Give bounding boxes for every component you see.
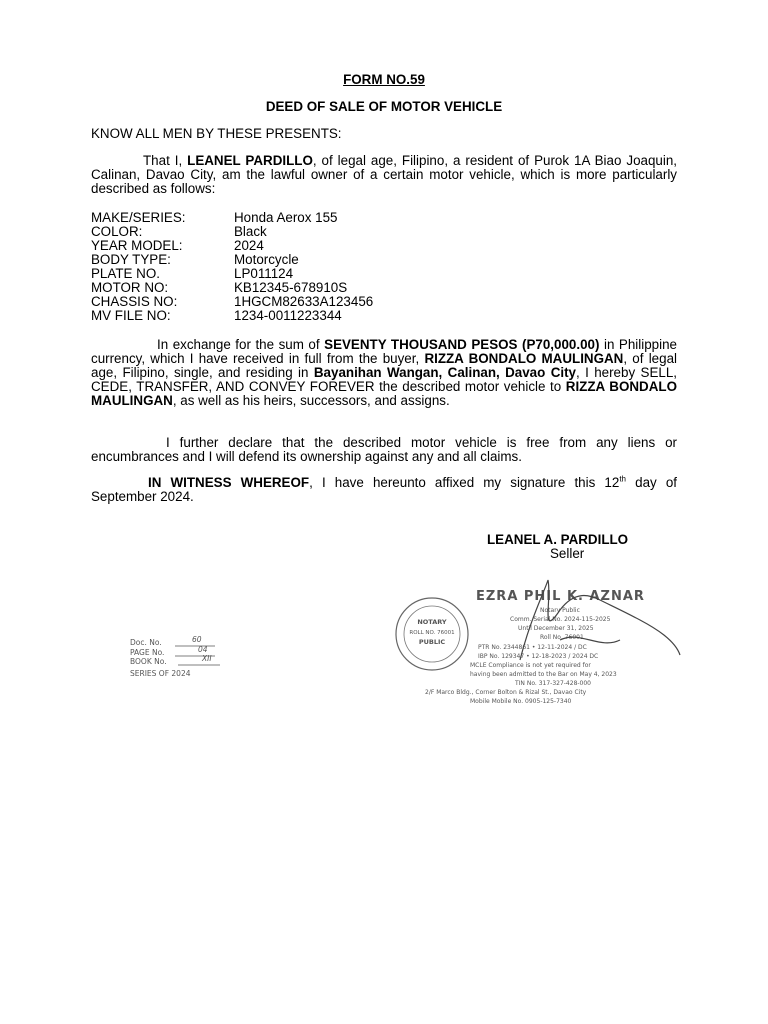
- svg-text:PTR No. 2344861 • 12-11-2024 /: PTR No. 2344861 • 12-11-2024 / DC: [478, 644, 587, 651]
- svg-text:SERIES OF 2024: SERIES OF 2024: [130, 669, 191, 678]
- svg-text:XII: XII: [202, 654, 212, 663]
- svg-text:having been admitted to the Ba: having been admitted to the Bar on May 4, 2023: [470, 671, 617, 678]
- spec-label: CHASSIS NO:: [91, 294, 178, 309]
- spec-value: Motorcycle: [234, 252, 299, 267]
- spec-row: [91, 267, 373, 281]
- svg-text:04: 04: [198, 645, 208, 654]
- witness-lead: IN WITNESS WHEREOF: [148, 475, 310, 490]
- opening-clause: KNOW ALL MEN BY THESE PRESENTS:: [91, 126, 342, 141]
- svg-text:ROLL NO. 76001: ROLL NO. 76001: [409, 630, 455, 636]
- sale-amount: SEVENTY THOUSAND PESOS (P70,000.00): [324, 337, 600, 352]
- svg-text:Roll No. 76001: Roll No. 76001: [540, 634, 584, 641]
- svg-text:IBP No. 129347 • 12-18-2023 /: IBP No. 129347 • 12-18-2023 / 2024 DC: [478, 653, 599, 660]
- form-number: FORM NO.59: [343, 72, 425, 87]
- signatory-name: LEANEL A. PARDILLO: [487, 532, 629, 547]
- document-title: DEED OF SALE OF MOTOR VEHICLE: [265, 99, 503, 114]
- seller-name: LEANEL PARDILLO: [187, 153, 313, 168]
- notarial-register: [130, 635, 220, 678]
- spec-value: Black: [234, 224, 267, 239]
- svg-text:2/F Marco Bldg., Corner Bolton: 2/F Marco Bldg., Corner Bolton & Rizal St., Davao City: [425, 689, 587, 696]
- svg-text:MCLE Compliance is not yet req: MCLE Compliance is not yet required for: [470, 662, 591, 669]
- spec-value: Honda Aerox 155: [234, 210, 338, 225]
- buyer-address: Bayanihan Wangan, Calinan, Davao City: [313, 365, 576, 380]
- spec-value: KB12345-678910S: [234, 280, 348, 295]
- svg-text:PAGE No.: PAGE No.: [130, 648, 165, 657]
- ownership-paragraph: That I, LEANEL PARDILLO, of legal age, Filipino, a resident of Purok 1A Biao Joaquin, Calinan, Davao City, am the lawful owner of a certain motor vehicle, which is more particularly described as follows:: [91, 153, 677, 196]
- spec-row: [91, 295, 373, 309]
- sale-paragraph: In exchange for the sum of SEVENTY THOUSAND PESOS (P70,000.00) in Philippine currency, which I have received in full from the buyer, RIZZA BONDALO MAULINGAN, of legal age, Filipino, single, and residing in Bayanihan Wangan, Calinan, Davao City, I hereby SELL, CEDE, TRANSFER, AND CONVEY FOREVER the described motor vehicle to RIZZA BONDALO MAULINGAN, as well as his heirs, successors, and assigns.: [91, 337, 678, 408]
- svg-text:Until December 31, 2025: Until December 31, 2025: [518, 625, 594, 632]
- spec-row: [91, 211, 373, 225]
- spec-label: YEAR MODEL:: [91, 238, 183, 253]
- spec-value: 1HGCM82633A123456: [234, 294, 374, 309]
- spec-value: 1234-0011223344: [234, 308, 342, 323]
- svg-text:Mobile Mobile No. 0905-125-734: Mobile Mobile No. 0905-125-7340: [470, 698, 572, 705]
- spec-row: [91, 239, 373, 253]
- svg-text:Notary Public: Notary Public: [540, 607, 580, 614]
- spec-row: [91, 225, 373, 239]
- svg-text:NOTARY: NOTARY: [417, 618, 447, 626]
- spec-value: LP011124: [234, 266, 294, 281]
- notary-signature: [520, 580, 680, 660]
- notary-stamp: [425, 589, 645, 705]
- signatory-role: Seller: [550, 546, 585, 561]
- svg-text:BOOK No.: BOOK No.: [130, 657, 167, 666]
- buyer-name: RIZZA BONDALO MAULINGAN: [424, 351, 624, 366]
- svg-text:TIN No. 317-327-428-000: TIN No. 317-327-428-000: [515, 680, 592, 687]
- notary-seal: [396, 598, 468, 670]
- svg-text:Comm. Serial No. 2024-115-2025: Comm. Serial No. 2024-115-2025: [510, 616, 611, 623]
- svg-text:Doc. No.: Doc. No.: [130, 638, 162, 647]
- spec-label: BODY TYPE:: [91, 252, 171, 267]
- witness-paragraph: IN WITNESS WHEREOF, I have hereunto affixed my signature this 12th day of September 2024.: [91, 474, 678, 504]
- buyer-name-repeat: RIZZA BONDALO MAULINGAN: [91, 379, 677, 408]
- liens-paragraph: I further declare that the described motor vehicle is free from any liens or encumbrances and I will defend its ownership against any and all claims.: [91, 435, 677, 464]
- spec-label: MAKE/SERIES:: [91, 210, 186, 225]
- spec-row: [91, 281, 373, 295]
- svg-text:PUBLIC: PUBLIC: [418, 638, 446, 646]
- spec-row: [91, 309, 373, 323]
- spec-row: [91, 253, 373, 267]
- spec-value: 2024: [234, 238, 264, 253]
- svg-text:60: 60: [192, 635, 202, 644]
- spec-label: COLOR:: [91, 224, 143, 239]
- vehicle-specs: [91, 211, 373, 323]
- spec-label: PLATE NO.: [91, 266, 160, 281]
- svg-text:EZRA PHIL K. AZNAR: EZRA PHIL K. AZNAR: [476, 589, 645, 604]
- spec-label: MV FILE NO:: [91, 308, 171, 323]
- spec-label: MOTOR NO:: [91, 280, 169, 295]
